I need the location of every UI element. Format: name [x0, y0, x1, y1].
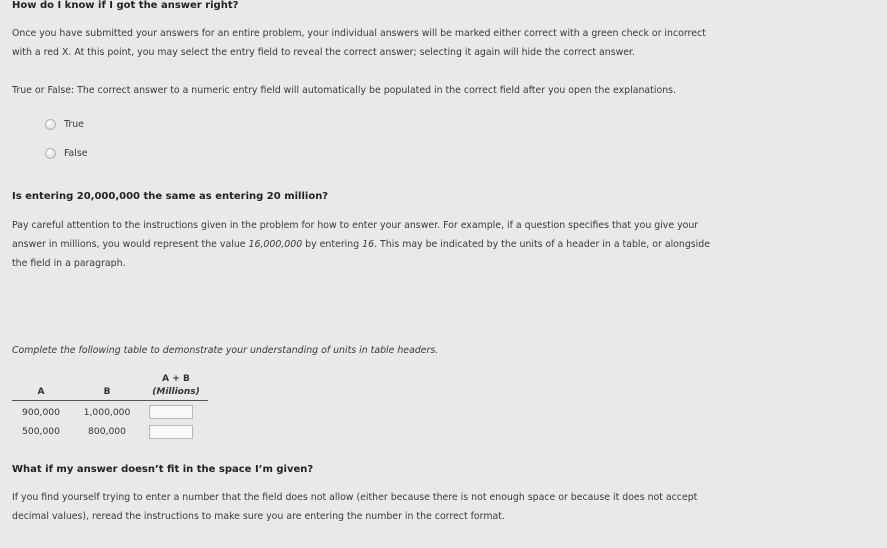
paragraph-line: Once you have submitted your answers for an entire problem, your individual answers will be marked either correct with a green check or incorrect — [12, 28, 706, 39]
section-heading-fit: What if my answer doesn’t fit in the space I’m given? — [12, 464, 314, 475]
section-heading-answer-right: How do I know if I got the answer right? — [12, 0, 239, 11]
units-table — [12, 370, 208, 442]
header-a: A — [12, 384, 70, 400]
question-prompt: True or False: The correct answer to a numeric entry field will automatically be populated in the correct field after you open the explanations. — [12, 85, 676, 96]
section-paragraph-millions — [12, 216, 877, 273]
radio-false[interactable] — [45, 148, 56, 159]
cell-ab — [144, 421, 208, 442]
table-row — [12, 421, 208, 442]
text-span: answer in millions, you would represent the value — [12, 239, 249, 250]
paragraph-line — [12, 235, 877, 254]
header-spacer — [12, 370, 70, 384]
header-ab-units: (Millions) — [144, 384, 208, 400]
option-true[interactable] — [45, 119, 84, 130]
cell-b: 800,000 — [88, 426, 126, 437]
answer-input-row2[interactable] — [149, 425, 193, 439]
table-instruction: Complete the following table to demonstrate your understanding of units in table headers. — [12, 345, 439, 356]
paragraph-line: decimal values), reread the instructions to make sure you are entering the number in the correct format. — [12, 511, 505, 522]
section-paragraph-fit — [12, 488, 877, 526]
cell-b: 1,000,000 — [83, 406, 131, 418]
section-heading-millions: Is entering 20,000,000 the same as entering 20 million? — [12, 191, 329, 202]
example-entry: 16 — [362, 239, 375, 250]
option-label-true: True — [64, 119, 84, 130]
paragraph-line: If you find yourself trying to enter a number that the field does not allow (either because there is not enough space or because it does not accept — [12, 492, 698, 503]
option-false[interactable] — [45, 148, 88, 159]
option-label-false: False — [64, 148, 88, 159]
table-row — [12, 400, 208, 421]
example-value: 16,000,000 — [248, 239, 303, 250]
radio-true[interactable] — [45, 119, 56, 130]
cell-ab — [144, 400, 208, 421]
answer-input-row1[interactable] — [149, 405, 193, 419]
header-spacer — [70, 370, 144, 384]
text-span: by entering — [302, 239, 363, 250]
paragraph-line: with a red X. At this point, you may select the entry field to reveal the correct answer; selecting it again will hide the correct answer. — [12, 47, 636, 58]
paragraph-line: the field in a paragraph. — [12, 258, 126, 269]
text-span: . This may be indicated by the units of a header in a table, or alongside — [374, 239, 711, 250]
header-ab-top: A + B — [162, 374, 190, 384]
cell-a: 500,000 — [22, 426, 60, 437]
paragraph-line: Pay careful attention to the instructions given in the problem for how to enter your answer. For example, if a question specifies that you give your — [12, 220, 699, 231]
cell-a: 900,000 — [22, 406, 60, 418]
units-table-wrapper — [12, 370, 208, 442]
header-b: B — [70, 384, 144, 400]
section-paragraph-answer-right — [12, 24, 872, 62]
